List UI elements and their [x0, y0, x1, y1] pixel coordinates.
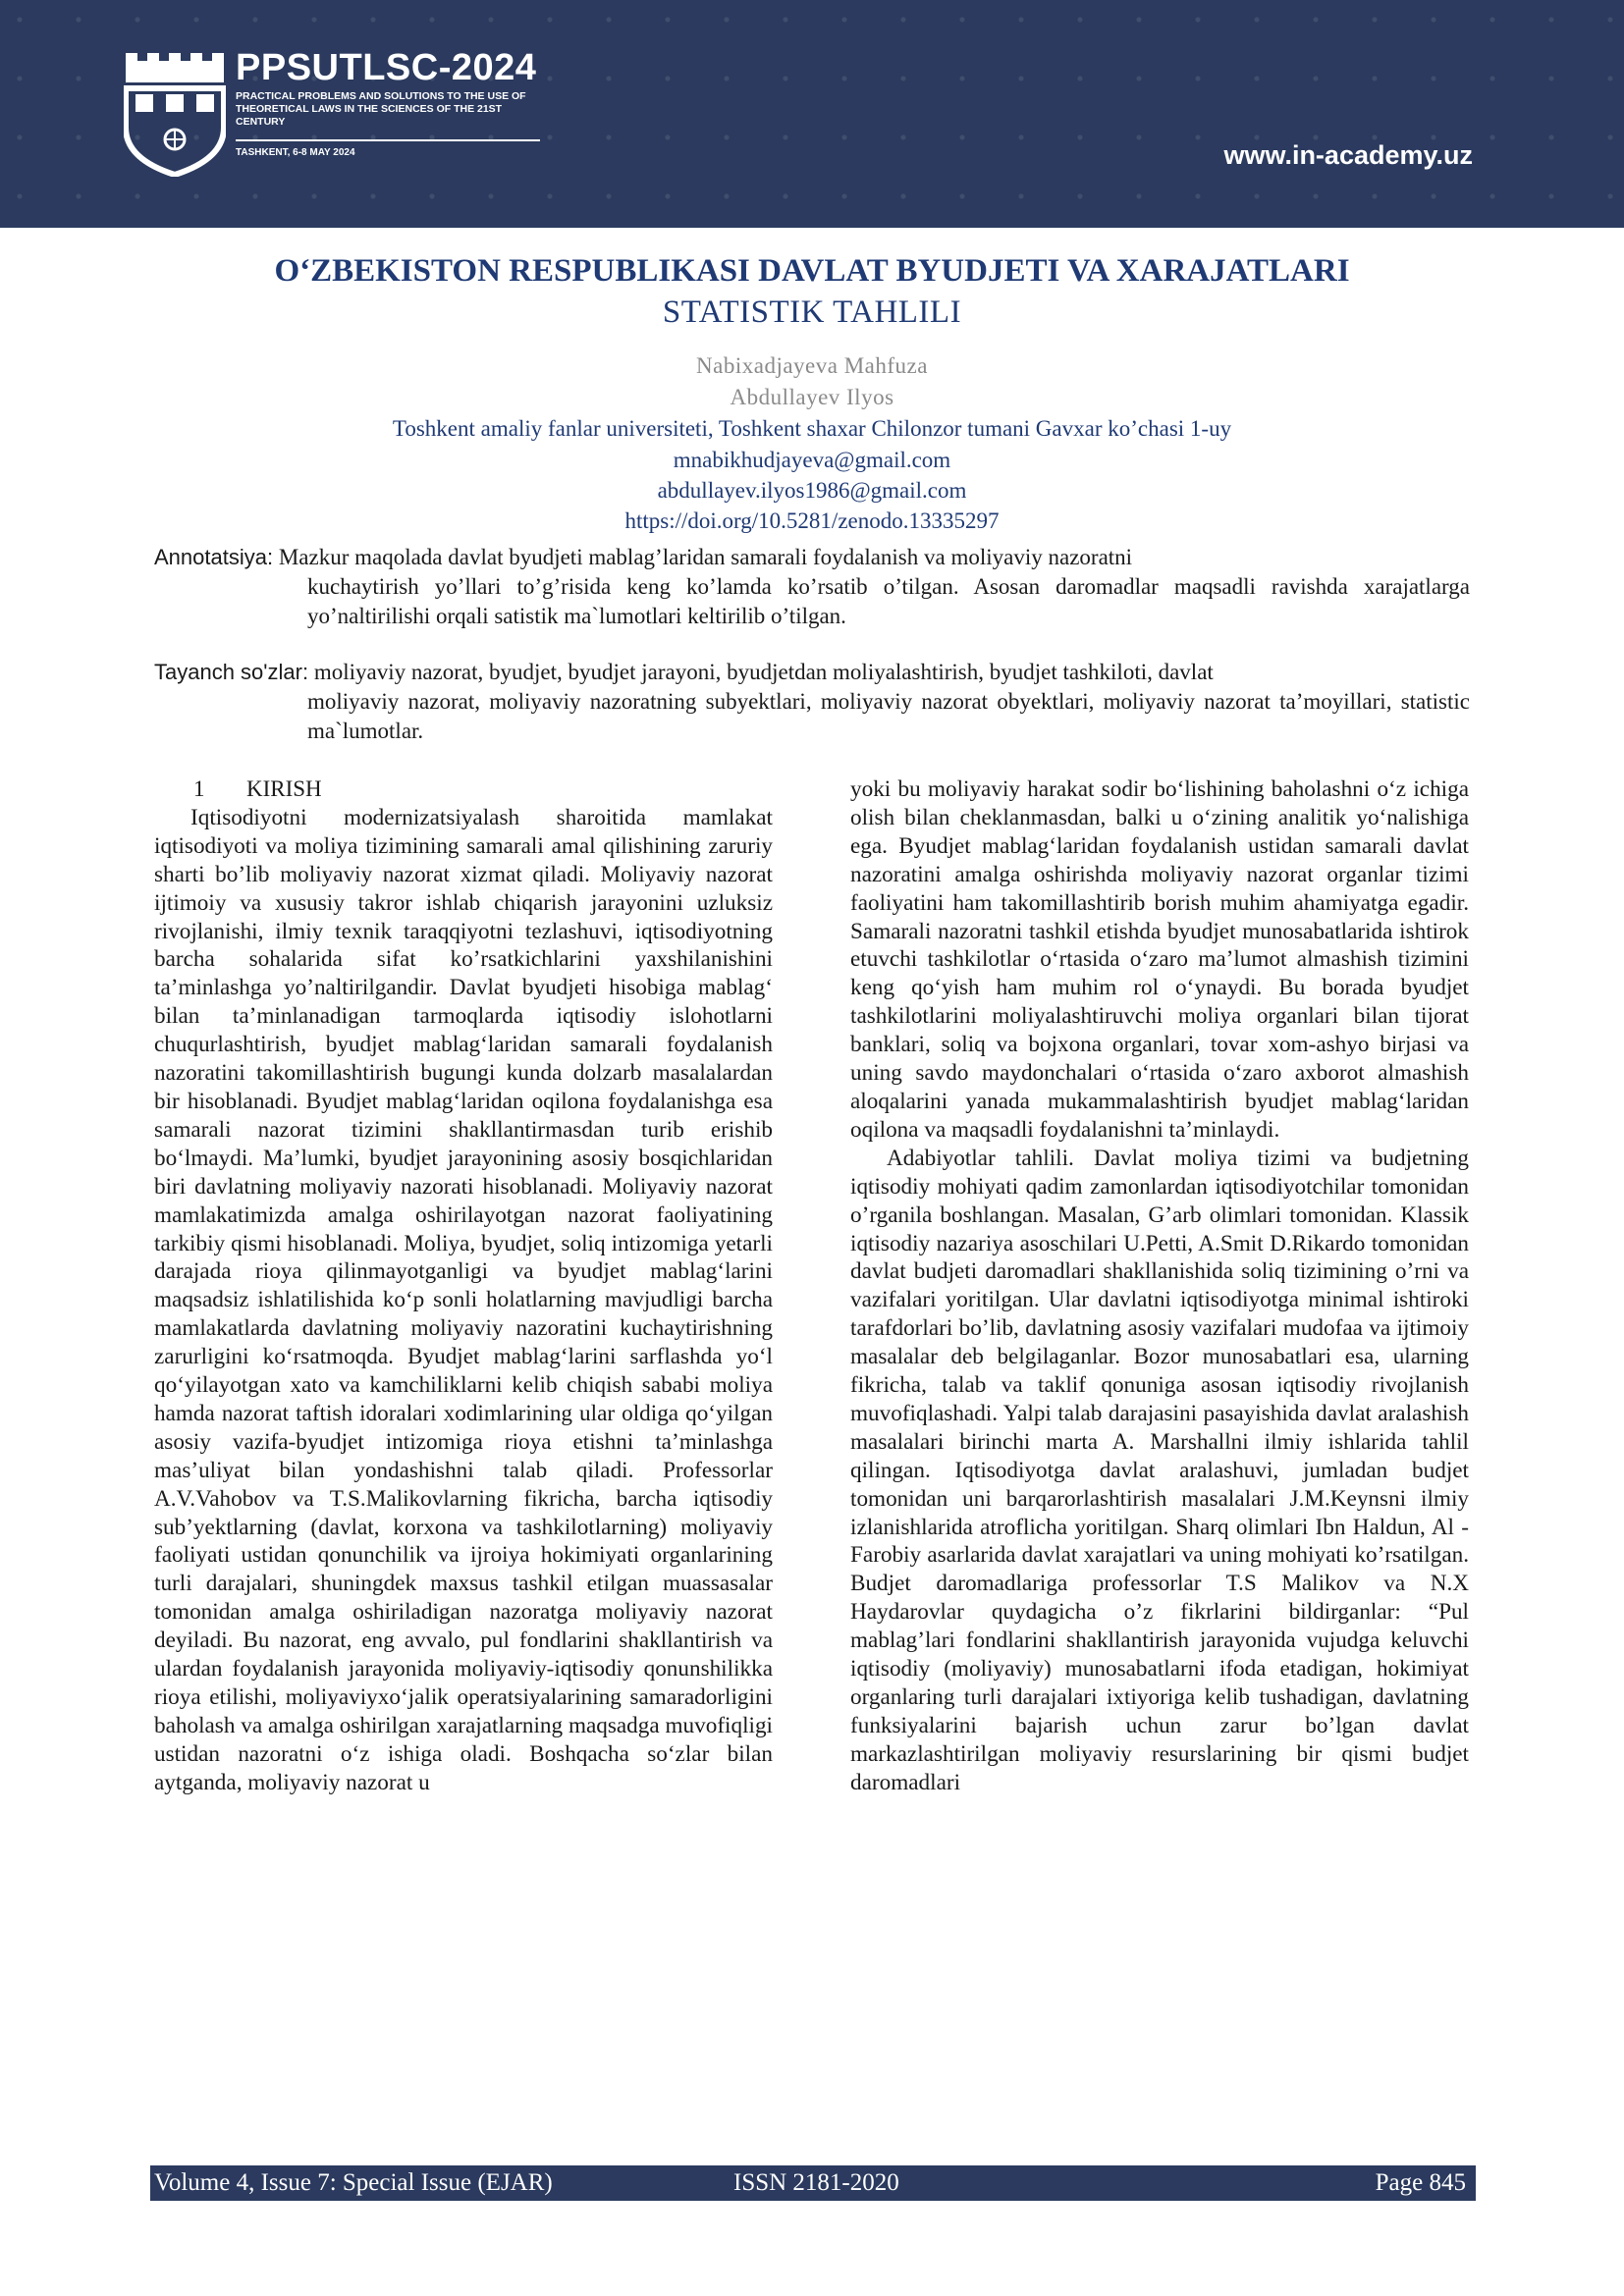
email-2[interactable]: abdullayev.ilyos1986@gmail.com — [657, 478, 967, 503]
section-title: KIRISH — [246, 776, 322, 801]
section-heading — [154, 775, 773, 804]
footer-issn: ISSN 2181-2020 — [733, 2169, 899, 2196]
keywords-text-rest: moliyaviy nazorat, moliyaviy nazoratning subyektlari, moliyaviy nazorat obyektlari, moliyaviy nazorat ta’moyillari, statistic ma`lumotlar. — [307, 689, 1470, 743]
intro-paragraph-continued: yoki bu moliyaviy harakat sodir bo‘lishining baholashni o‘z ichiga olish bilan cheklanmasdan, balki u o‘zining analitik yo‘nalishiga ega. Byudjet mablag‘laridan foydalanish ustidan samarali davlat nazoratini amalga oshirishda moliyaviy nazorat organlar tizimi faoliyatini ham takomillashtirib borish muhim ahamiyatga egadir. Samarali nazoratni tashkil etishda byudjet munosabatlarida ishtirok etuvchi tashkilotlar o‘rtasida o‘zaro ma’lumot almashish tizimini keng qo‘yish ham muhim rol o‘ynaydi. Bu borada byudjet tashkilotlarini moliyalashtiruvchi moliya organlari bilan tijorat banklari, soliq va bojxona organlari, tovar xom-ashyo birjasi va uning savdo maydonchalari o‘rtasida o‘zaro axborot almashish aloqalarini yanada mukammalashtirish byudjet mablag‘laridan oqilona va maqsadli foydalanishni ta’minlaydi. — [850, 776, 1469, 1143]
intro-paragraph: Iqtisodiyotni modernizatsiyalash sharoitida mamlakat iqtisodiyoti va moliya tizimining samarali amal qilishining zaruriy sharti bo’lib moliyaviy nazorat xizmat qiladi. Moliyaviy nazorat ijtimoiy va xususiy takror ishlab chiqarish jarayonini uzluksiz rivojlanishi, ilmiy texnik taraqqiyotni tezlashuvi, iqtisodiyotning barcha sohalarida sifat ko’rsatkichlarini yaxshilanishini ta’minlashga yo’naltirilgandir. Davlat byudjeti hisobiga mablag‘ bilan ta’minlanadigan tarmoqlarda iqtisodiy islohotlarni chuqurlashtirish, byudjet mablag‘laridan samarali foydalanish nazoratini takomillashtirish bugungi kunda dolzarb masalalardan bir hisoblanadi. Byudjet mablag‘laridan oqilona foydalanishga esa samarali nazorat tizimini shakllantirmasdan turib erishib bo‘lmaydi. Ma’lumki, byudjet jarayonining asosiy bosqichlaridan biri davlatning moliyaviy nazorati hisoblanadi. Moliyaviy nazorat mamlakatimizda amalga oshirilayotgan nazorat faoliyatining tarkibiy qismi hisoblanadi. Moliya, byudjet, soliq intizomiga yetarli darajada rioya qilinmayotganligi va byudjet mablag‘larini maqsadsiz ishlatilishida ko‘p sonli holatlarning mavjudligi barcha mamlakatlarda davlatning moliyaviy nazoratini kuchaytirishning zarurligini ko‘rsatmoqda. Byudjet mablag‘larini sarflashda yo‘l qo‘yilayotgan xato va kamchiliklarni kelib chiqish sababi moliya hamda nazorat taftish idoralari xodimlarining ular oldiga qo‘yilgan asosiy vazifa-byudjet intizomiga rioya etishni ta’minlashga mas’uliyat bilan yondashishni talab qiladi. Professorlar A.V.Vahobov va T.S.Malikovlarning fikricha, barcha iqtisodiy sub’yektlarning (davlat, korxona va tashkilotlarning) moliyaviy faoliyati ustidan qonunchilik va ijroiya hokimiyati organlarining turli darajalari, shuningdek maxsus tashkil etilgan muassasalar tomonidan amalga oshiriladigan nazoratga moliyaviy nazorat deyiladi. Bu nazorat, eng avvalo, pul fondlarini shakllantirish va ulardan foydalanish jarayonida moliyaviy-iqtisodiy qonunshilikka rioya etilishi, moliyaviyxo‘jalik operatsiyalarining samaradorligini baholash va amalga oshirilgan xarajatlarning maqsadga muvofiqligi ustidan nazoratni o‘z ishiga oladi. Boshqacha so‘zlar bilan aytganda, moliyaviy nazorat u — [154, 804, 773, 1795]
abstract-text-first: Mazkur maqolada davlat byudjeti mablag’laridan samarali foydalanish va moliyaviy nazoratni — [278, 545, 1133, 569]
page-footer — [150, 2165, 1476, 2201]
article-title-line2: STATISTIK TAHLILI — [662, 294, 962, 330]
conference-subtitle: PRACTICAL PROBLEMS AND SOLUTIONS TO THE USE OF THEORETICAL LAWS IN THE SCIENCES OF THE 21ST CENTURY — [236, 90, 526, 128]
left-column — [154, 775, 773, 1797]
right-column — [850, 775, 1469, 1797]
conference-date: TASHKENT, 6-8 MAY 2024 — [236, 147, 355, 158]
keywords — [154, 658, 1470, 746]
banner-divider — [236, 139, 540, 141]
article-title-line1: O‘ZBEKISTON RESPUBLIKASI DAVLAT BYUDJETI VA XARAJATLARI — [274, 253, 1350, 289]
literature-review-paragraph: Adabiyotlar tahlili. Davlat moliya tizimi va budjetning iqtisodiy mohiyati qadim zamonlardan iqtisodiyotchilar tomonidan o’rganila boshlangan. Masalan, G’arb olimlari tomonidan. Klassik iqtisodiy nazariya asoschilari U.Petti, A.Smit D.Rikardo tomonidan davlat budjeti daromadlari shakllanishida soliq tizimining o’rni va vazifalari yoritilgan. Ular davlatni iqtisodiyotga minimal ishtiroki tarafdorlari bo’lib, davlatning asosiy vazifalari mudofaa va ijtimoiy masalalar deb belgilaganlar. Bozor munosabatlari esa, ularning fikricha, talab va taklif qonuniga asosan iqtisodiy rivojlanish muvofiqlashadi. Yalpi talab darajasini pasayishida davlat aralashish masalalari birinchi marta A. Marshallni ilmiy ishlarida tahlil qilingan. Iqtisodiyotga davlat aralashuvi, jumladan budjet tomonidan uni barqarorlashtirish masalalari J.M.Keynsni ilmiy izlanishlarida atroflicha yoritilgan. Sharq olimlari Ibn Haldun, Al - Farobiy asarlarida davlat xarajatlari va uning mohiyati ko’rsatilgan. Budjet daromadlariga professorlar T.S Malikov va N.X Haydarovlar quydagicha o’z fikrlarini bildirganlar: “Pul mablag’lari fondlarini shakllantirish jarayonida vujudga keluvchi iqtisodiy (moliyaviy) munosabatlarni ifoda etadigan, hokimiyat organlaring turli darajalari ixtiyoriga kelib tushadigan, davlatning funksiyalarini bajarish uchun zarur bo’lgan davlat markazlashtirilgan moliyaviy resurslarining bir qismi budjet daromadlari — [850, 1145, 1469, 1795]
email-1[interactable]: mnabikhudjayeva@gmail.com — [673, 448, 951, 472]
author-1: Nabixadjayeva Mahfuza — [696, 353, 928, 378]
keywords-text-first: moliyaviy nazorat, byudjet, byudjet jarayoni, byudjetdan moliyalashtirish, byudjet tashkiloti, davlat — [313, 660, 1214, 684]
conference-banner — [0, 0, 1624, 228]
abstract-text-rest: kuchaytirish yo’llari to’g’risida keng ko’lamda ko’rsatib o’tilgan. Asosan daromadlar maqsadli ravishda xarajatlarga yo’naltirilishi orqali satistik ma`lumotlari keltirilib o’tilgan. — [307, 574, 1470, 628]
author-2: Abdullayev Ilyos — [730, 385, 894, 409]
abstract — [154, 543, 1470, 631]
castle-shield-logo-icon — [124, 49, 226, 177]
footer-page: Page 845 — [1375, 2169, 1466, 2196]
keywords-label: Tayanch so'zlar: — [154, 660, 309, 684]
footer-volume: Volume 4, Issue 7: Special Issue (EJAR) — [154, 2169, 553, 2196]
section-number: 1 — [193, 776, 205, 801]
website-link[interactable]: www.in-academy.uz — [1223, 140, 1473, 170]
affiliation: Toshkent amaliy fanlar universiteti, Toshkent shaxar Chilonzor tumani Gavxar ko’chasi 1-uy — [392, 416, 1232, 441]
abstract-label: Annotatsiya: — [154, 545, 274, 569]
conference-title: PPSUTLSC-2024 — [236, 47, 537, 88]
doi-link[interactable]: https://doi.org/10.5281/zenodo.13335297 — [624, 508, 1000, 533]
